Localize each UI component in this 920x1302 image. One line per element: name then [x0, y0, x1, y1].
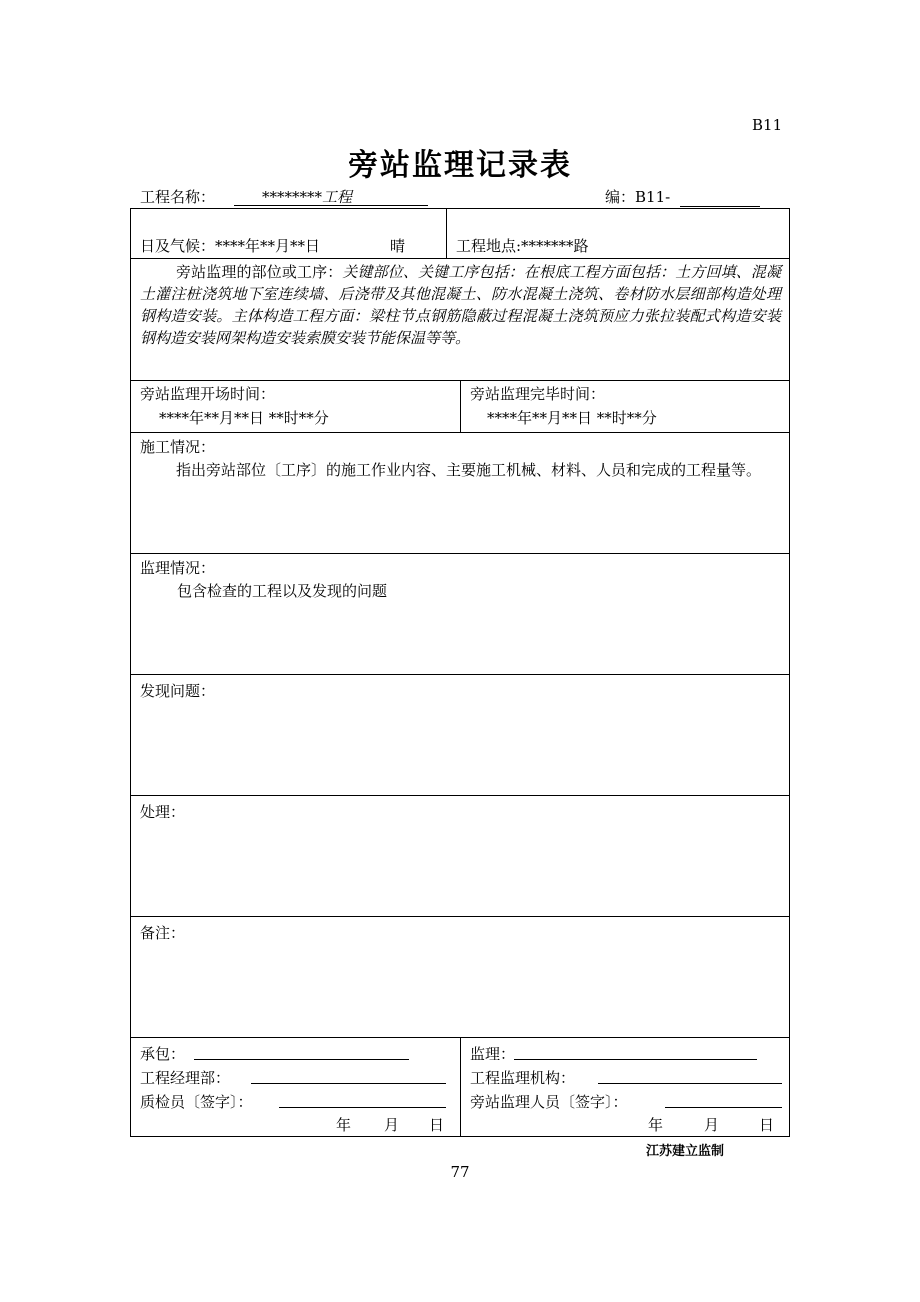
page-title: 旁站监理记录表	[348, 148, 572, 183]
signature-row	[131, 1038, 789, 1136]
supervision-content: 包含检查的工程以及发现的问题	[177, 582, 388, 600]
supervisor-signature-line	[514, 1041, 757, 1060]
handling-label: 处理：	[140, 803, 186, 821]
date-location-row	[131, 209, 789, 259]
quality-inspector-signature-line	[279, 1089, 446, 1108]
problems-row	[131, 675, 789, 796]
form-code: B11	[752, 116, 783, 134]
location-label: 工程地点:*******路	[456, 237, 589, 255]
end-time-label: 旁站监理完毕时间：	[470, 385, 606, 403]
page-number: 77	[450, 1163, 470, 1181]
supervision-staff-signature-line	[665, 1089, 782, 1108]
project-name-value: ********工程	[234, 186, 428, 206]
construction-label: 施工情况：	[140, 438, 216, 456]
position-paragraph	[140, 261, 781, 349]
handling-row	[131, 796, 789, 917]
project-manager-label: 工程经理部：	[140, 1069, 231, 1087]
date-weather-label: 日及气候：****年**月**日	[140, 237, 321, 255]
contractor-signature-line	[194, 1041, 409, 1060]
problems-label: 发现问题：	[140, 682, 216, 700]
time-row	[131, 381, 789, 433]
start-time-label: 旁站监理开场时间：	[140, 385, 276, 403]
remarks-label: 备注：	[140, 924, 186, 942]
supervision-org-signature-line	[598, 1065, 782, 1084]
weather-value: 晴	[390, 237, 406, 255]
position-row	[131, 259, 789, 381]
supervisor-label: 监理：	[470, 1045, 516, 1063]
record-form	[130, 208, 790, 1137]
left-date-month: 月	[384, 1116, 400, 1134]
right-date-year: 年	[648, 1116, 664, 1134]
supervision-row	[131, 554, 789, 675]
start-time-value: ****年**月**日 **时**分	[159, 409, 329, 427]
construction-content: 指出旁站部位〔工序〕的施工作业内容、主要施工机械、材料、人员和完成的工程量等。	[176, 461, 762, 479]
left-date-day: 日	[429, 1116, 445, 1134]
supervision-staff-label: 旁站监理人员〔签字〕：	[470, 1093, 628, 1111]
supervision-label: 监理情况：	[140, 559, 216, 577]
end-time-value: ****年**月**日 **时**分	[487, 409, 657, 427]
position-label: 旁站监理的部位或工序：	[176, 263, 343, 281]
construction-row	[131, 433, 789, 554]
right-date-day: 日	[759, 1116, 775, 1134]
right-date-month: 月	[704, 1116, 720, 1134]
project-manager-signature-line	[251, 1065, 446, 1084]
publisher-mark: 江苏建立监制	[646, 1144, 725, 1159]
form-number-blank	[680, 186, 760, 207]
contractor-label: 承包：	[140, 1045, 186, 1063]
quality-inspector-label: 质检员〔签字〕：	[140, 1093, 253, 1111]
supervision-org-label: 工程监理机构：	[470, 1069, 576, 1087]
left-date-year: 年	[336, 1116, 352, 1134]
remarks-row	[131, 917, 789, 1038]
position-content: 关键部位、关键工序包括：在根底工程方面包括：土方回填、混凝土灌注桩浇筑地下室连续墙、后浇带及其他混凝土、防水混凝土浇筑、卷材防水层细部构造处理钢构造安装。主体构造工程方面：梁柱节点钢筋隐蔽过程混凝土浇筑预应力张拉装配式构造安装钢构造安装网架构造安装索膜安装节能保温等等。	[140, 263, 781, 347]
form-number-label: 编：B11-	[605, 188, 671, 206]
project-name-label: 工程名称：	[140, 188, 216, 206]
